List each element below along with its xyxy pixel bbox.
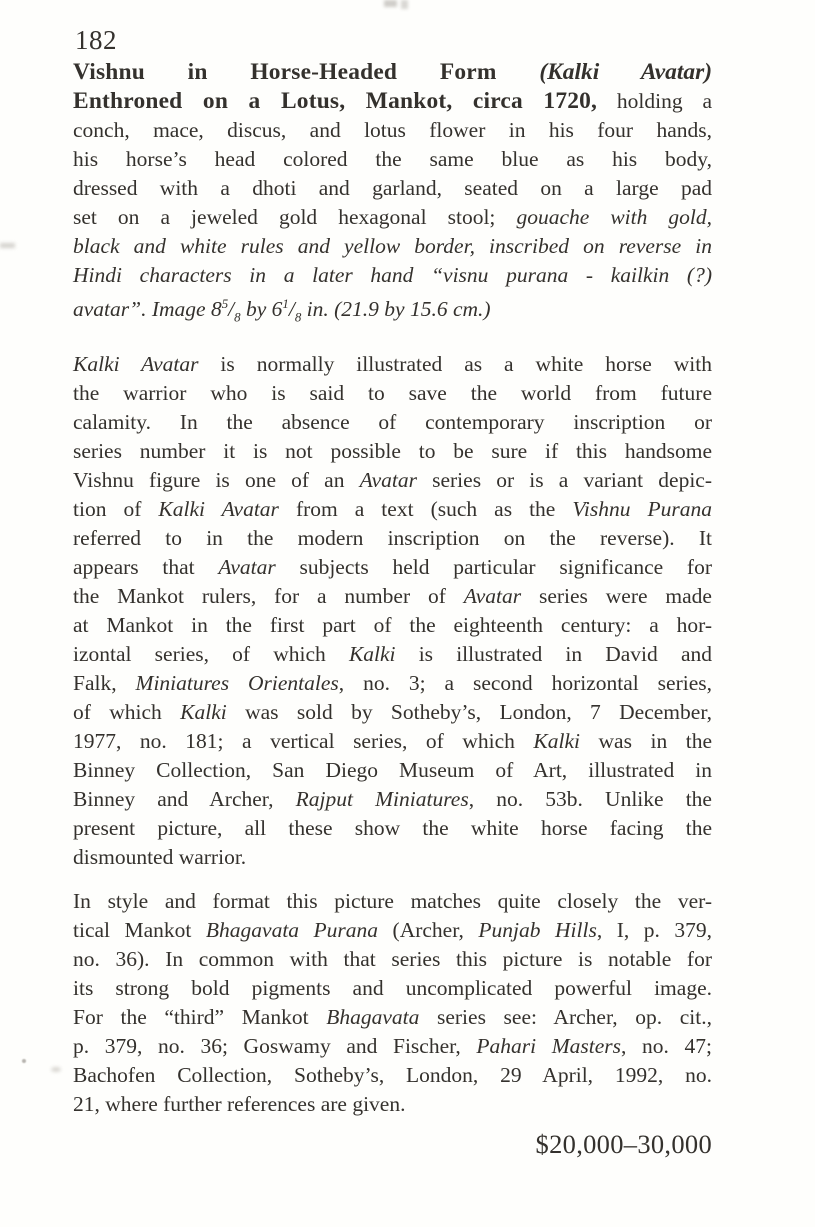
text-line (73, 261, 712, 290)
text-segment: is normally illustrated as a white horse with (198, 351, 712, 376)
text-segment: holding a (597, 89, 712, 114)
text-segment: no. 36). In common with that series this picture is notable for (73, 946, 712, 971)
catalog-note-paragraph (73, 350, 712, 872)
text-segment: present picture, all these show the white horse facing the (73, 815, 712, 840)
text-line (73, 145, 712, 174)
text-segment: Kalki (348, 641, 396, 666)
text-segment: at Mankot in the first part of the eighteenth century: a hor- (73, 612, 712, 637)
text-segment: 1 (282, 297, 289, 312)
text-line (73, 1090, 712, 1119)
text-segment: Kalki Avatar (73, 351, 199, 376)
text-line (73, 887, 712, 916)
text-line (73, 640, 712, 669)
text-segment: Kalki (533, 728, 580, 753)
estimate-row (73, 1129, 712, 1160)
estimate: $20,000–30,000 (535, 1128, 712, 1159)
text-segment: 1977, no. 181; a vertical series, of which (73, 728, 534, 753)
text-line (73, 58, 712, 87)
text-segment: Punjab Hills (478, 917, 597, 942)
text-line (73, 116, 712, 145)
text-segment: Vishnu Purana (572, 496, 712, 521)
text-segment: calamity. In the absence of contemporary inscription or (73, 409, 712, 434)
text-segment: Avatar (463, 583, 522, 608)
text-line (73, 232, 712, 261)
text-segment: series were made (521, 583, 712, 608)
text-segment: conch, mace, discus, and lotus flower in his four hands, (73, 118, 712, 143)
text-line (73, 669, 712, 698)
text-segment: his horse’s head colored the same blue as his body, (73, 147, 712, 172)
text-segment: / (288, 297, 295, 322)
text-line (73, 945, 712, 974)
text-line (73, 698, 712, 727)
text-line (73, 1003, 712, 1032)
text-line (73, 974, 712, 1003)
text-segment: , I, p. 379, (596, 917, 712, 942)
text-segment: of which (73, 699, 181, 724)
text-segment: series number it is not possible to be sure if this handsome (73, 438, 712, 463)
text-segment: / (228, 297, 235, 322)
text-segment: dismounted warrior. (73, 844, 247, 869)
text-line (73, 437, 712, 466)
text-segment: 8 (294, 310, 302, 325)
text-segment: Falk, (73, 670, 136, 695)
text-segment: dressed with a dhoti and garland, seated on a large pad (73, 176, 712, 201)
text-segment: In style and format this picture matches quite closely the ver- (73, 888, 712, 913)
text-segment: Enthroned on a Lotus, Mankot, circa 1720, (73, 88, 598, 115)
text-line (73, 408, 712, 437)
text-line (73, 582, 712, 611)
text-line (73, 290, 712, 332)
text-segment: from a text (such as the (278, 496, 573, 521)
text-segment: For the “third” Mankot (73, 1004, 327, 1029)
text-line (73, 466, 712, 495)
text-segment: tical Mankot (73, 917, 206, 942)
text-segment: subjects held particular significance for (275, 554, 712, 579)
text-line (73, 1061, 712, 1090)
text-segment: (Kalki Avatar) (539, 59, 713, 86)
text-segment: referred to in the modern inscription on the reverse). It (73, 525, 712, 550)
text-segment: Kalki Avatar (158, 496, 279, 521)
text-line (73, 203, 712, 232)
text-line (73, 611, 712, 640)
text-segment: Bhagavata Purana (205, 917, 379, 942)
text-segment: Avatar (359, 467, 417, 492)
text-segment: series see: Archer, op. cit., (419, 1004, 712, 1029)
text-segment: Kalki (180, 699, 227, 724)
text-segment: Bachofen Collection, Sotheby’s, London, 29 April, 1992, no. (73, 1062, 712, 1087)
text-line (73, 87, 712, 116)
text-segment: Pahari Masters (476, 1033, 622, 1058)
text-segment: Bhagavata (326, 1004, 420, 1029)
text-line (73, 756, 712, 785)
text-line (73, 814, 712, 843)
text-segment: 21, where further references are given. (73, 1091, 406, 1116)
catalog-note-paragraph (73, 887, 712, 1119)
text-segment: Vishnu figure is one of an (73, 467, 360, 492)
text-line (73, 727, 712, 756)
text-segment: Binney and Archer, (73, 786, 296, 811)
text-line (73, 785, 712, 814)
text-segment: (Archer, (378, 917, 479, 942)
text-segment: , no. 53b. Unlike the (468, 786, 712, 811)
text-segment: was in the (580, 728, 712, 753)
text-line (73, 350, 712, 379)
text-line (73, 174, 712, 203)
text-segment: was sold by Sotheby’s, London, 7 December, (226, 699, 712, 724)
text-line (73, 524, 712, 553)
text-segment: , no. 3; a second horizontal series, (338, 670, 713, 695)
text-segment: appears that (73, 554, 219, 579)
text-segment: Hindi characters in a later hand “visnu purana - kailkin (?) (73, 263, 712, 288)
text-segment: Rajput Miniatures (295, 786, 469, 811)
text-line (73, 916, 712, 945)
lot-description (73, 58, 712, 332)
text-column (73, 58, 712, 1159)
text-segment: set on a jeweled gold hexagonal stool; (73, 205, 517, 230)
text-segment: gouache with gold, (516, 205, 712, 230)
text-segment: , no. 47; (621, 1033, 712, 1058)
text-segment: p. 379, no. 36; Goswamy and Fischer, (73, 1033, 477, 1058)
text-segment: series or is a variant depic- (416, 467, 712, 492)
text-segment: 8 (234, 310, 241, 325)
text-segment: the Mankot rulers, for a number of (73, 583, 464, 608)
text-segment: izontal series, of which (73, 641, 349, 666)
text-line (73, 1032, 712, 1061)
text-segment: by 6 (240, 297, 283, 322)
text-segment: is illustrated in David and (395, 641, 712, 666)
text-segment: in. (21.9 by 15.6 cm.) (301, 297, 491, 322)
text-segment: Miniatures Orientales (135, 670, 339, 695)
text-segment: Binney Collection, San Diego Museum of Art, illustrated in (73, 757, 712, 782)
text-segment: tion of (73, 496, 159, 521)
text-line (73, 843, 712, 872)
text-segment: Avatar (218, 554, 276, 579)
text-line (73, 379, 712, 408)
text-line (73, 495, 712, 524)
lot-number: 182 (75, 25, 117, 55)
text-segment: its strong bold pigments and uncomplicated powerful image. (73, 975, 712, 1000)
text-segment: the warrior who is said to save the world from future (73, 380, 712, 405)
text-segment: 5 (221, 297, 229, 312)
text-segment: avatar”. Image 8 (73, 297, 222, 322)
text-line (73, 553, 712, 582)
text-segment: Vishnu in Horse-Headed Form (73, 59, 540, 86)
text-segment: black and white rules and yellow border, inscribed on reverse in (73, 234, 712, 259)
